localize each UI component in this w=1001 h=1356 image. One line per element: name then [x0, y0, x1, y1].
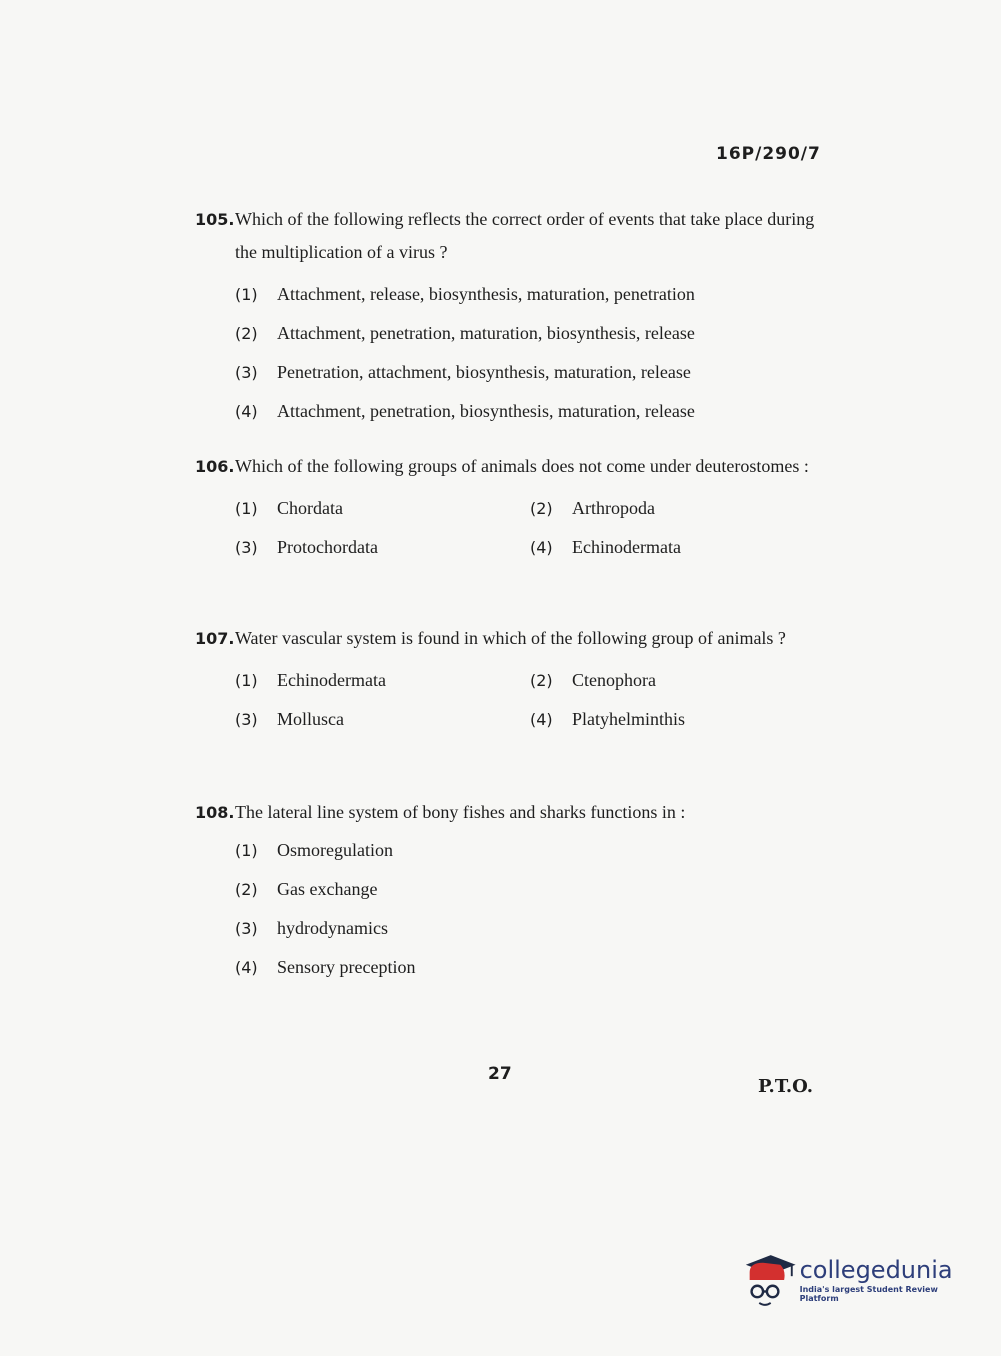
options-grid — [195, 661, 825, 739]
options-row — [195, 661, 825, 700]
option-number: (2) — [530, 671, 553, 690]
question-text — [195, 203, 825, 269]
option-number: (3) — [235, 919, 258, 938]
option-4 — [530, 531, 825, 564]
page-number: 27 — [488, 1064, 512, 1084]
option-3 — [235, 703, 530, 736]
option-text: Penetration, attachment, biosynthesis, maturation, release — [277, 362, 691, 382]
question-number: 106. — [195, 457, 235, 476]
question-107 — [195, 622, 825, 739]
question-stem: Which of the following reflects the correct order of events that take place during the multiplication of a virus ? — [235, 209, 815, 262]
option-1 — [235, 492, 530, 525]
option-text: Attachment, penetration, maturation, biosynthesis, release — [277, 323, 695, 343]
option-number: (1) — [235, 285, 258, 304]
option-1 — [235, 664, 530, 697]
option-text: Sensory preception — [277, 957, 416, 977]
question-text — [195, 622, 825, 655]
option-text: Protochordata — [277, 537, 378, 557]
option-3 — [235, 531, 530, 564]
question-number: 107. — [195, 629, 235, 648]
question-105 — [195, 203, 825, 431]
option-2 — [195, 870, 825, 909]
option-text: Ctenophora — [572, 670, 656, 690]
option-number: (3) — [235, 363, 258, 382]
option-text: Mollusca — [277, 709, 344, 729]
option-text: Osmoregulation — [277, 840, 393, 860]
mascot-logo-icon — [742, 1250, 796, 1310]
option-text: Chordata — [277, 498, 343, 518]
option-text: hydrodynamics — [277, 918, 388, 938]
brand-tagline: India's largest Student Review Platform — [799, 1285, 938, 1303]
option-number: (3) — [235, 710, 258, 729]
options-row — [195, 489, 825, 528]
option-4 — [530, 703, 825, 736]
question-stem: The lateral line system of bony fishes and sharks functions in : — [235, 802, 686, 822]
option-number: (2) — [235, 880, 258, 899]
options-row — [195, 700, 825, 739]
option-number: (4) — [235, 402, 258, 421]
option-number: (3) — [235, 538, 258, 557]
question-text — [195, 796, 825, 829]
brand-name: collegedunia — [799, 1256, 953, 1284]
question-106 — [195, 450, 825, 567]
option-2 — [530, 492, 825, 525]
option-3 — [195, 353, 825, 392]
option-number: (1) — [235, 499, 258, 518]
logo-text — [800, 1257, 972, 1303]
option-number: (1) — [235, 841, 258, 860]
options-list — [195, 275, 825, 431]
options-grid — [195, 489, 825, 567]
option-2 — [195, 314, 825, 353]
option-text: Attachment, penetration, biosynthesis, maturation, release — [277, 401, 695, 421]
question-number: 108. — [195, 803, 235, 822]
paper-code: 16P/290/7 — [716, 144, 821, 164]
option-number: (2) — [530, 499, 553, 518]
option-4 — [195, 948, 825, 987]
option-1 — [195, 831, 825, 870]
option-number: (4) — [530, 538, 553, 557]
option-text: Gas exchange — [277, 879, 378, 899]
question-stem: Water vascular system is found in which of the following group of animals ? — [235, 628, 786, 648]
option-number: (4) — [235, 958, 258, 977]
option-4 — [195, 392, 825, 431]
pto-label: P.T.O. — [758, 1076, 814, 1097]
option-text: Arthropoda — [572, 498, 655, 518]
question-text — [195, 450, 825, 483]
option-text: Echinodermata — [277, 670, 386, 690]
option-number: (2) — [235, 324, 258, 343]
option-number: (1) — [235, 671, 258, 690]
option-number: (4) — [530, 710, 553, 729]
question-stem: Which of the following groups of animals does not come under deuterostomes : — [235, 456, 809, 476]
option-2 — [530, 664, 825, 697]
option-1 — [195, 275, 825, 314]
options-row — [195, 528, 825, 567]
options-list — [195, 831, 825, 987]
question-108 — [195, 796, 825, 987]
option-text: Attachment, release, biosynthesis, maturation, penetration — [277, 284, 695, 304]
option-text: Echinodermata — [572, 537, 681, 557]
option-text: Platyhelminthis — [572, 709, 686, 729]
option-3 — [195, 909, 825, 948]
question-number: 105. — [195, 210, 235, 229]
collegedunia-watermark — [742, 1250, 972, 1310]
